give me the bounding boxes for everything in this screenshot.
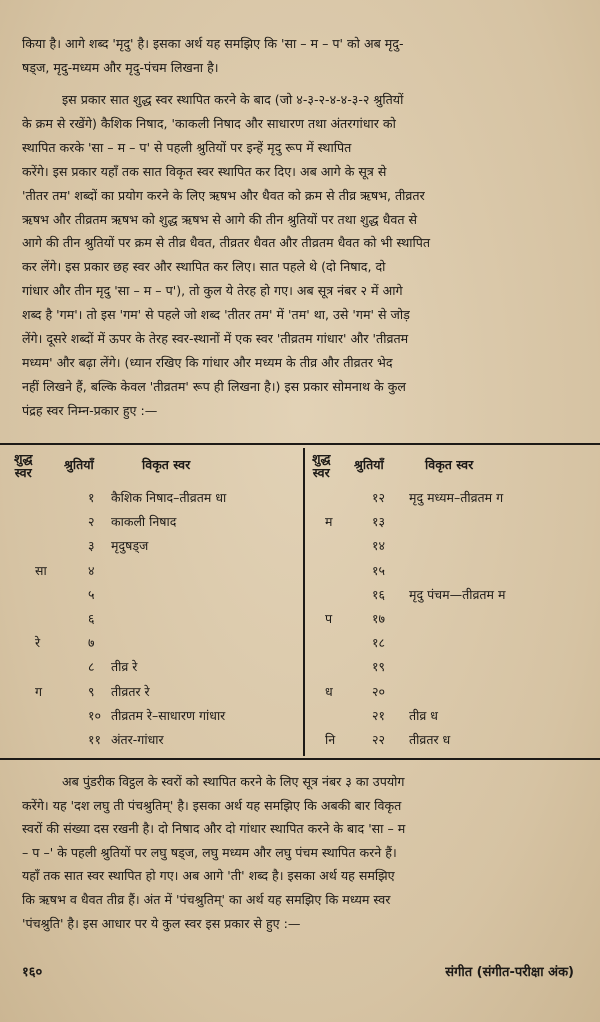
left-shruti-number: ७ bbox=[88, 635, 95, 651]
left-vikrit-swar: मृदुषड्ज bbox=[111, 538, 149, 554]
text-line: स्थापित करके 'सा – म – प' से पहली श्रुतियों पर इन्हें मृदु रूप में स्थापित bbox=[22, 139, 352, 155]
text-line: शब्द है 'गम'। तो इस 'गम' से पहले जो शब्द 'तीतर तम' में 'तम' था, उसे 'गम' से जोड़ bbox=[22, 307, 410, 323]
right-shruti-number: १७ bbox=[372, 611, 386, 626]
page-number: १६० bbox=[22, 965, 43, 980]
journal-title: संगीत (संगीत-परीक्षा अंक) bbox=[445, 965, 574, 980]
right-shruti-number: १२ bbox=[372, 490, 386, 505]
left-vikrit-swar: कैशिक निषाद–तीव्रतम धा bbox=[111, 490, 227, 505]
table-center-divider bbox=[303, 448, 305, 756]
left-shruti-number: ९ bbox=[88, 683, 95, 699]
text-line: मध्यम' और बढ़ा लेंगे। (ध्यान रखिए कि गांधार और मध्यम के तीव्र और तीव्रतर भेद bbox=[22, 354, 393, 370]
right-vikrit-swar: मृदु मध्यम–तीव्रतम ग bbox=[409, 490, 504, 505]
header-shuddh-swar-right bbox=[312, 452, 331, 480]
text-line: इस प्रकार सात शुद्ध स्वर स्थापित करने के बाद (जो ४-३-२-४-४-३-२ श्रुतियों bbox=[62, 92, 404, 107]
left-vikrit-swar: काकली निषाद bbox=[111, 514, 177, 530]
table-bottom-rule bbox=[0, 758, 600, 760]
text-line: लेंगे। दूसरे शब्दों में ऊपर के तेरह स्वर-स्थानों में एक स्वर 'तीव्रतम गांधार' और 'तीव्रतम bbox=[22, 331, 409, 347]
left-shruti-number: ८ bbox=[88, 659, 95, 675]
text-line: आगे की तीन श्रुतियों पर क्रम से तीव्र धैवत, तीव्रतर धैवत और तीव्रतम धैवत को भी स्थापित bbox=[22, 235, 431, 251]
left-shruti-number: १० bbox=[88, 707, 102, 723]
paragraph-somnath bbox=[22, 88, 584, 423]
right-vikrit-swar: मृदु पंचम—तीव्रतम म bbox=[409, 586, 506, 602]
header-text: स्वर bbox=[312, 465, 330, 480]
text-line: कि ऋषभ व धैवत तीव्र हैं। अंत में 'पंचश्रुतिम्' का अर्थ यह समझिए कि मध्यम स्वर bbox=[22, 891, 391, 907]
text-line: पंद्रह स्वर निम्न-प्रकार हुए :— bbox=[22, 402, 158, 418]
header-shrutiyan-right: श्रुतियाँ bbox=[354, 457, 384, 472]
left-shruti-number: ३ bbox=[88, 538, 95, 554]
text-line: किया है। आगे शब्द 'मृदु' है। इसका अर्थ यह समझिए कि 'सा – म – प' को अब मृदु- bbox=[22, 36, 404, 51]
left-shuddh-swar: सा bbox=[35, 562, 47, 578]
table-top-rule bbox=[0, 443, 600, 445]
text-line: स्वरों की संख्या दस रखनी है। दो निषाद और दो गांधार स्थापित करने के बाद 'सा – म bbox=[22, 821, 406, 837]
left-shuddh-swar: ग bbox=[35, 683, 43, 699]
right-vikrit-swar: तीव्र ध bbox=[409, 707, 438, 723]
right-shruti-number: २१ bbox=[372, 707, 386, 723]
text-line: नहीं लिखने हैं, बल्कि केवल 'तीव्रतम' रूप ही लिखना है।) इस प्रकार सोमनाथ के कुल bbox=[22, 378, 406, 394]
right-shruti-number: १६ bbox=[372, 586, 386, 602]
left-vikrit-swar: अंतर-गांधार bbox=[111, 732, 164, 747]
header-vikrit-swar-right: विकृत स्वर bbox=[425, 457, 474, 472]
text-line: अब पुंडरीक विट्ठल के स्वरों को स्थापित करने के लिए सूत्र नंबर ३ का उपयोग bbox=[62, 774, 405, 789]
text-line: कर लेंगे। इस प्रकार छह स्वर और स्थापित कर लिए। सात पहले थे (दो निषाद, दो bbox=[22, 259, 386, 275]
right-shuddh-swar: नि bbox=[325, 732, 336, 747]
text-line: – प –' के पहली श्रुतियों पर लघु षड्ज, लघु मध्यम और लघु पंचम स्थापित करने हैं। bbox=[22, 844, 397, 860]
left-shruti-number: २ bbox=[88, 514, 95, 530]
right-shuddh-swar: म bbox=[325, 514, 333, 530]
right-shruti-number: १४ bbox=[372, 538, 386, 554]
header-shrutiyan-left: श्रुतियाँ bbox=[64, 457, 94, 472]
right-shruti-number: २० bbox=[372, 683, 386, 699]
text-line: के क्रम से रखेंगे) कैशिक निषाद, 'काकली निषाद और साधारण तथा अंतरगांधार को bbox=[22, 115, 396, 131]
right-shruti-number: १९ bbox=[372, 659, 386, 675]
left-vikrit-swar: तीव्रतम रे–साधारण गांधार bbox=[111, 707, 226, 723]
text-line: यहाँ तक सात स्वर स्थापित हो गए। अब आगे 'ती' शब्द है। इसका अर्थ यह समझिए bbox=[22, 868, 395, 884]
text-line: 'तीतर तम' शब्दों का प्रयोग करने के लिए ऋषभ और धैवत को क्रम से तीव्र ऋषभ, तीव्रतर bbox=[22, 187, 425, 203]
right-vikrit-swar: तीव्रतर ध bbox=[409, 732, 451, 747]
header-text: शुद्ध bbox=[312, 451, 331, 466]
right-shruti-number: १५ bbox=[372, 562, 386, 578]
header-vikrit-swar-left: विकृत स्वर bbox=[142, 457, 191, 472]
right-shuddh-swar: ध bbox=[325, 683, 333, 699]
left-shruti-number: ६ bbox=[88, 611, 95, 626]
left-shruti-number: ११ bbox=[88, 732, 102, 747]
left-vikrit-swar: तीव्रतर रे bbox=[111, 683, 150, 699]
right-shruti-number: १८ bbox=[372, 635, 386, 651]
right-shuddh-swar: प bbox=[325, 611, 333, 626]
paragraph-pundarik bbox=[22, 770, 584, 935]
left-shuddh-swar: रे bbox=[35, 635, 41, 651]
text-line: करेंगे। इस प्रकार यहाँ तक सात विकृत स्वर स्थापित कर दिए। अब आगे के सूत्र से bbox=[22, 163, 387, 179]
header-shuddh-swar-left bbox=[14, 452, 33, 480]
text-line: गांधार और तीन मृदु 'सा – म – प'), तो कुल ये तेरह हो गए। अब सूत्र नंबर २ में आगे bbox=[22, 283, 403, 299]
right-shruti-number: २२ bbox=[372, 732, 386, 747]
text-line: षड्ज, मृदु-मध्यम और मृदु-पंचम लिखना है। bbox=[22, 59, 219, 75]
text-line: ऋषभ और तीव्रतम ऋषभ को शुद्ध ऋषभ से आगे की तीन श्रुतियों पर तथा शुद्ध धैवत से bbox=[22, 211, 418, 227]
left-shruti-number: ५ bbox=[88, 586, 95, 602]
right-shruti-number: १३ bbox=[372, 514, 386, 530]
paragraph-continuation bbox=[22, 32, 584, 80]
header-text: स्वर bbox=[14, 465, 32, 480]
text-line: 'पंचश्रुति' है। इस आधार पर ये कुल स्वर इस प्रकार से हुए :— bbox=[22, 915, 301, 931]
left-shruti-number: ४ bbox=[88, 562, 95, 578]
left-vikrit-swar: तीव्र रे bbox=[111, 659, 138, 675]
text-line: करेंगे। यह 'दश लघु ती पंचश्रुतिम्' है। इसका अर्थ यह समझिए कि अबकी बार विकृत bbox=[22, 797, 402, 813]
left-shruti-number: १ bbox=[88, 490, 95, 505]
header-text: शुद्ध bbox=[14, 451, 33, 466]
